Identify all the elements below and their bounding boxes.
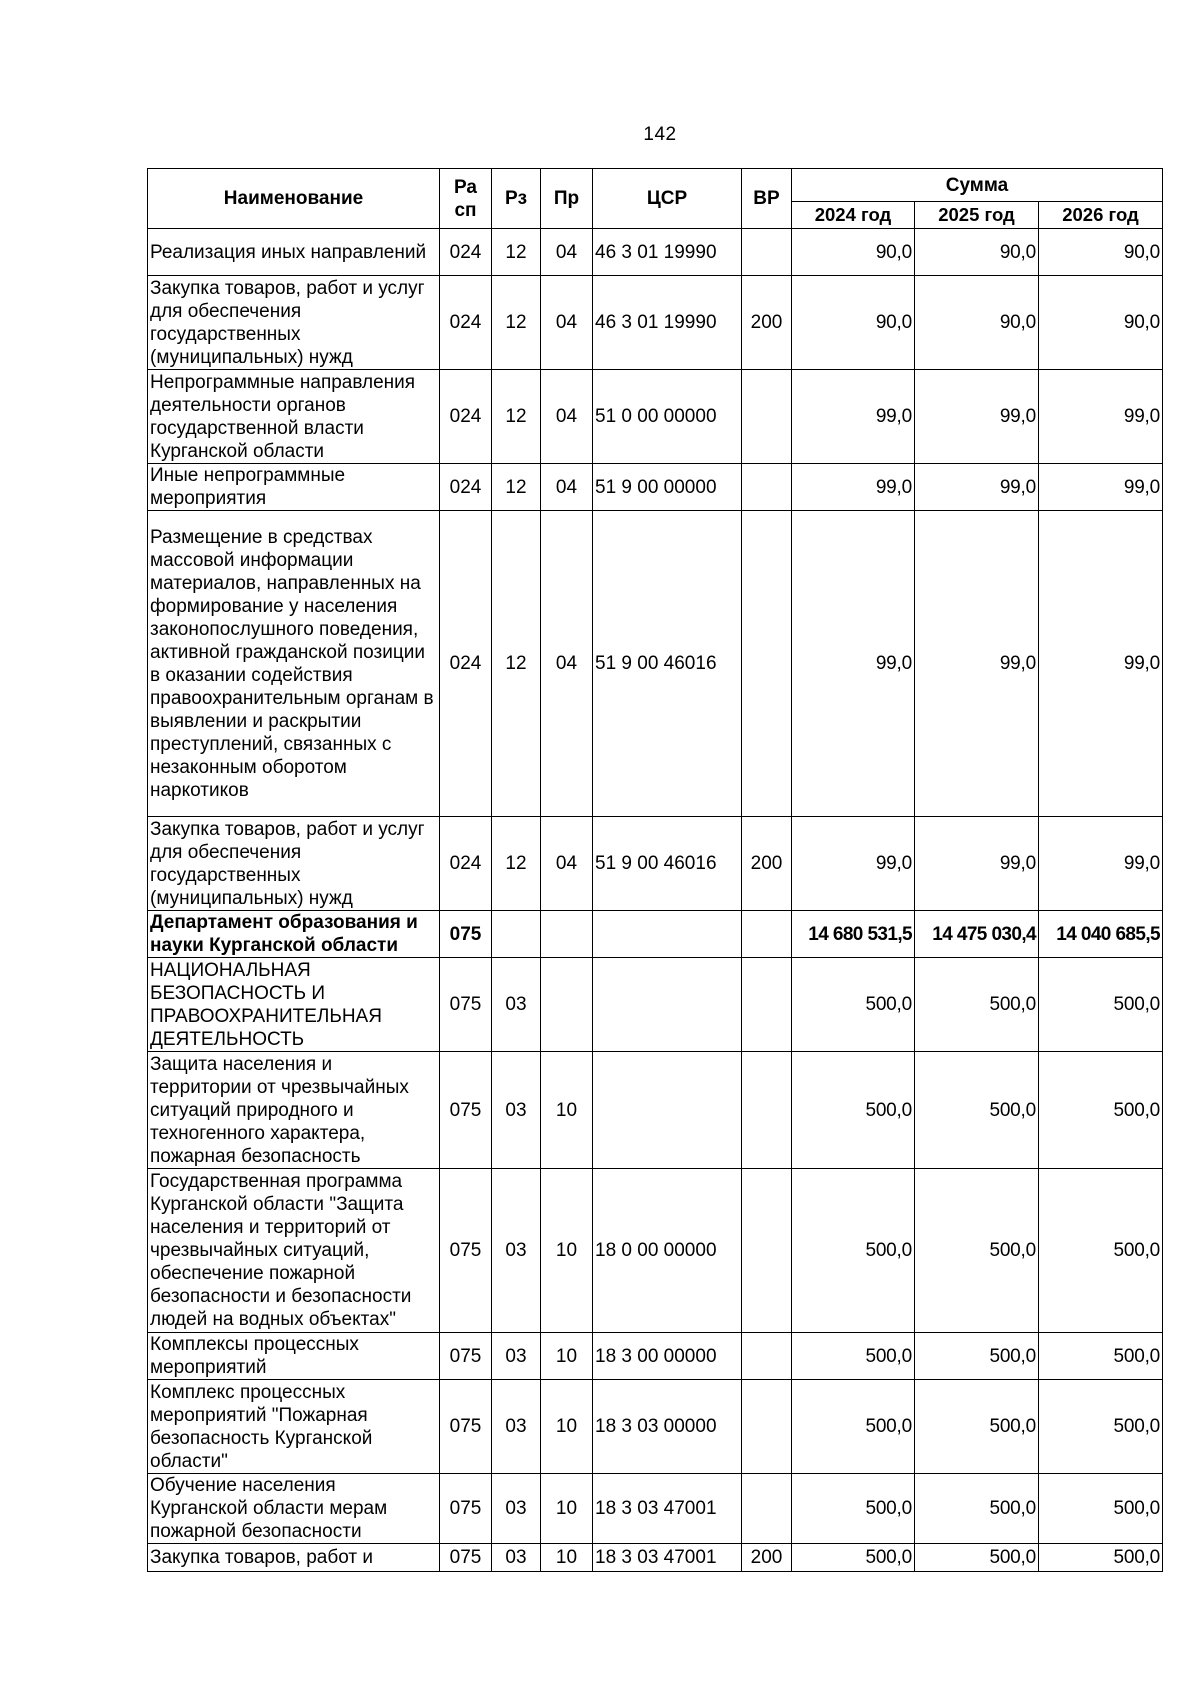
cell-sum-2025: 500,0	[915, 1169, 1039, 1333]
cell-pr	[541, 958, 593, 1052]
table-row	[148, 1169, 1163, 1333]
cell-sum-2024: 500,0	[792, 958, 915, 1052]
cell-name: Реализация иных направлений	[148, 229, 440, 276]
cell-rz: 03	[492, 1333, 541, 1380]
cell-pr: 04	[541, 370, 593, 464]
cell-sum-2026: 99,0	[1039, 511, 1163, 817]
cell-rz: 03	[492, 1169, 541, 1333]
cell-sum-2024: 14 680 531,5	[792, 911, 915, 958]
header-rz: Рз	[492, 169, 541, 229]
cell-csr	[593, 1052, 742, 1169]
table-row	[148, 1380, 1163, 1474]
cell-vr	[742, 464, 792, 511]
cell-rz: 03	[492, 1052, 541, 1169]
cell-sum-2026: 500,0	[1039, 958, 1163, 1052]
cell-sum-2026: 500,0	[1039, 1333, 1163, 1380]
cell-sum-2025: 500,0	[915, 1544, 1039, 1572]
cell-sum-2024: 99,0	[792, 817, 915, 911]
cell-sum-2026: 500,0	[1039, 1380, 1163, 1474]
cell-sum-2025: 14 475 030,4	[915, 911, 1039, 958]
cell-vr: 200	[742, 817, 792, 911]
cell-vr	[742, 370, 792, 464]
cell-sum-2024: 99,0	[792, 370, 915, 464]
cell-sum-2025: 90,0	[915, 276, 1039, 370]
cell-sum-2024: 99,0	[792, 464, 915, 511]
cell-sum-2026: 500,0	[1039, 1169, 1163, 1333]
cell-sum-2025: 500,0	[915, 1380, 1039, 1474]
cell-rz	[492, 911, 541, 958]
cell-rasp: 075	[440, 1380, 492, 1474]
cell-name: Закупка товаров, работ и	[148, 1544, 440, 1572]
cell-vr	[742, 911, 792, 958]
cell-pr: 04	[541, 511, 593, 817]
header-rasp: Ра сп	[440, 169, 492, 229]
cell-vr	[742, 1169, 792, 1333]
header-year-2026: 2026 год	[1039, 202, 1163, 229]
cell-rasp: 024	[440, 229, 492, 276]
cell-rz: 03	[492, 1380, 541, 1474]
table-row	[148, 958, 1163, 1052]
cell-pr: 10	[541, 1380, 593, 1474]
page-number: 142	[643, 124, 677, 145]
table-row	[148, 229, 1163, 276]
cell-vr: 200	[742, 1544, 792, 1572]
cell-pr: 10	[541, 1333, 593, 1380]
cell-sum-2024: 500,0	[792, 1333, 915, 1380]
cell-sum-2024: 90,0	[792, 276, 915, 370]
cell-sum-2025: 500,0	[915, 1474, 1039, 1544]
cell-name: Размещение в средствах массовой информации материалов, направленных на формирование у населения законопослушного поведения, активной гражданской позиции в оказании содействия правоохранительным органам в выявлении и раскрытии преступлений, связанных с незаконным оборотом наркотиков	[148, 511, 440, 817]
cell-csr: 18 3 00 00000	[593, 1333, 742, 1380]
cell-rasp: 024	[440, 370, 492, 464]
cell-sum-2024: 500,0	[792, 1380, 915, 1474]
cell-vr	[742, 1380, 792, 1474]
cell-sum-2025: 99,0	[915, 370, 1039, 464]
budget-table	[147, 168, 1163, 1572]
cell-pr: 10	[541, 1474, 593, 1544]
cell-rz: 03	[492, 1544, 541, 1572]
cell-sum-2026: 99,0	[1039, 817, 1163, 911]
cell-rz: 12	[492, 817, 541, 911]
cell-rz: 03	[492, 1474, 541, 1544]
cell-sum-2026: 99,0	[1039, 370, 1163, 464]
table-header	[148, 169, 1163, 229]
cell-name: Комплексы процессных мероприятий	[148, 1333, 440, 1380]
cell-sum-2025: 99,0	[915, 464, 1039, 511]
cell-rz: 12	[492, 276, 541, 370]
table-row	[148, 1544, 1163, 1572]
cell-sum-2026: 14 040 685,5	[1039, 911, 1163, 958]
table-row	[148, 370, 1163, 464]
cell-vr	[742, 1333, 792, 1380]
cell-rasp: 024	[440, 817, 492, 911]
cell-sum-2024: 500,0	[792, 1474, 915, 1544]
cell-csr: 18 3 03 00000	[593, 1380, 742, 1474]
cell-csr: 46 3 01 19990	[593, 276, 742, 370]
header-vr: ВР	[742, 169, 792, 229]
header-pr: Пр	[541, 169, 593, 229]
cell-rasp: 024	[440, 276, 492, 370]
header-name: Наименование	[148, 169, 440, 229]
cell-name: Обучение населения Курганской области мерам пожарной безопасности	[148, 1474, 440, 1544]
cell-csr: 51 9 00 00000	[593, 464, 742, 511]
cell-pr: 04	[541, 229, 593, 276]
cell-vr	[742, 229, 792, 276]
cell-sum-2024: 500,0	[792, 1052, 915, 1169]
table-row	[148, 464, 1163, 511]
cell-sum-2025: 500,0	[915, 1333, 1039, 1380]
cell-rasp: 075	[440, 1052, 492, 1169]
cell-rasp: 075	[440, 1333, 492, 1380]
cell-sum-2026: 500,0	[1039, 1052, 1163, 1169]
table-body	[148, 229, 1163, 1572]
cell-name: Государственная программа Курганской области "Защита населения и территорий от чрезвычайных ситуаций, обеспечение пожарной безопасности и безопасности людей на водных объектах"	[148, 1169, 440, 1333]
cell-csr: 18 0 00 00000	[593, 1169, 742, 1333]
cell-pr: 04	[541, 817, 593, 911]
cell-name: Закупка товаров, работ и услуг для обеспечения государственных (муниципальных) нужд	[148, 817, 440, 911]
cell-sum-2026: 500,0	[1039, 1474, 1163, 1544]
table-row	[148, 911, 1163, 958]
header-year-2025: 2025 год	[915, 202, 1039, 229]
cell-csr	[593, 958, 742, 1052]
cell-sum-2025: 90,0	[915, 229, 1039, 276]
cell-name: Защита населения и территории от чрезвычайных ситуаций природного и техногенного характера, пожарная безопасность	[148, 1052, 440, 1169]
cell-vr	[742, 1052, 792, 1169]
cell-rasp: 075	[440, 911, 492, 958]
cell-name: Департамент образования и науки Курганской области	[148, 911, 440, 958]
cell-sum-2024: 500,0	[792, 1544, 915, 1572]
cell-csr: 18 3 03 47001	[593, 1544, 742, 1572]
cell-sum-2026: 90,0	[1039, 276, 1163, 370]
header-sum: Сумма	[792, 169, 1163, 202]
cell-csr: 51 0 00 00000	[593, 370, 742, 464]
cell-sum-2026: 90,0	[1039, 229, 1163, 276]
cell-rasp: 075	[440, 1474, 492, 1544]
cell-rasp: 075	[440, 958, 492, 1052]
cell-csr: 18 3 03 47001	[593, 1474, 742, 1544]
cell-sum-2026: 99,0	[1039, 464, 1163, 511]
cell-sum-2025: 500,0	[915, 1052, 1039, 1169]
cell-csr	[593, 911, 742, 958]
cell-csr: 51 9 00 46016	[593, 511, 742, 817]
cell-sum-2025: 500,0	[915, 958, 1039, 1052]
cell-pr: 04	[541, 464, 593, 511]
cell-rasp: 024	[440, 464, 492, 511]
cell-rz: 12	[492, 370, 541, 464]
cell-sum-2024: 99,0	[792, 511, 915, 817]
cell-name: Закупка товаров, работ и услуг для обеспечения государственных (муниципальных) нужд	[148, 276, 440, 370]
cell-sum-2024: 500,0	[792, 1169, 915, 1333]
table-row	[148, 1474, 1163, 1544]
cell-csr: 51 9 00 46016	[593, 817, 742, 911]
cell-pr: 04	[541, 276, 593, 370]
cell-rasp: 075	[440, 1169, 492, 1333]
cell-name: Комплекс процессных мероприятий "Пожарная безопасность Курганской области"	[148, 1380, 440, 1474]
cell-rz: 03	[492, 958, 541, 1052]
cell-vr: 200	[742, 276, 792, 370]
table-row	[148, 817, 1163, 911]
cell-rasp: 024	[440, 511, 492, 817]
cell-pr	[541, 911, 593, 958]
header-csr: ЦСР	[593, 169, 742, 229]
cell-vr	[742, 1474, 792, 1544]
cell-name: Непрограммные направления деятельности органов государственной власти Курганской области	[148, 370, 440, 464]
cell-name: НАЦИОНАЛЬНАЯ БЕЗОПАСНОСТЬ И ПРАВООХРАНИТЕЛЬНАЯ ДЕЯТЕЛЬНОСТЬ	[148, 958, 440, 1052]
table-row	[148, 1052, 1163, 1169]
cell-vr	[742, 511, 792, 817]
cell-pr: 10	[541, 1052, 593, 1169]
cell-name: Иные непрограммные мероприятия	[148, 464, 440, 511]
cell-rasp: 075	[440, 1544, 492, 1572]
table-row	[148, 1333, 1163, 1380]
header-year-2024: 2024 год	[792, 202, 915, 229]
cell-rz: 12	[492, 511, 541, 817]
cell-sum-2024: 90,0	[792, 229, 915, 276]
cell-csr: 46 3 01 19990	[593, 229, 742, 276]
cell-rz: 12	[492, 229, 541, 276]
cell-pr: 10	[541, 1169, 593, 1333]
cell-sum-2025: 99,0	[915, 511, 1039, 817]
cell-vr	[742, 958, 792, 1052]
cell-sum-2025: 99,0	[915, 817, 1039, 911]
table-row	[148, 276, 1163, 370]
cell-rz: 12	[492, 464, 541, 511]
cell-pr: 10	[541, 1544, 593, 1572]
table-row	[148, 511, 1163, 817]
cell-sum-2026: 500,0	[1039, 1544, 1163, 1572]
